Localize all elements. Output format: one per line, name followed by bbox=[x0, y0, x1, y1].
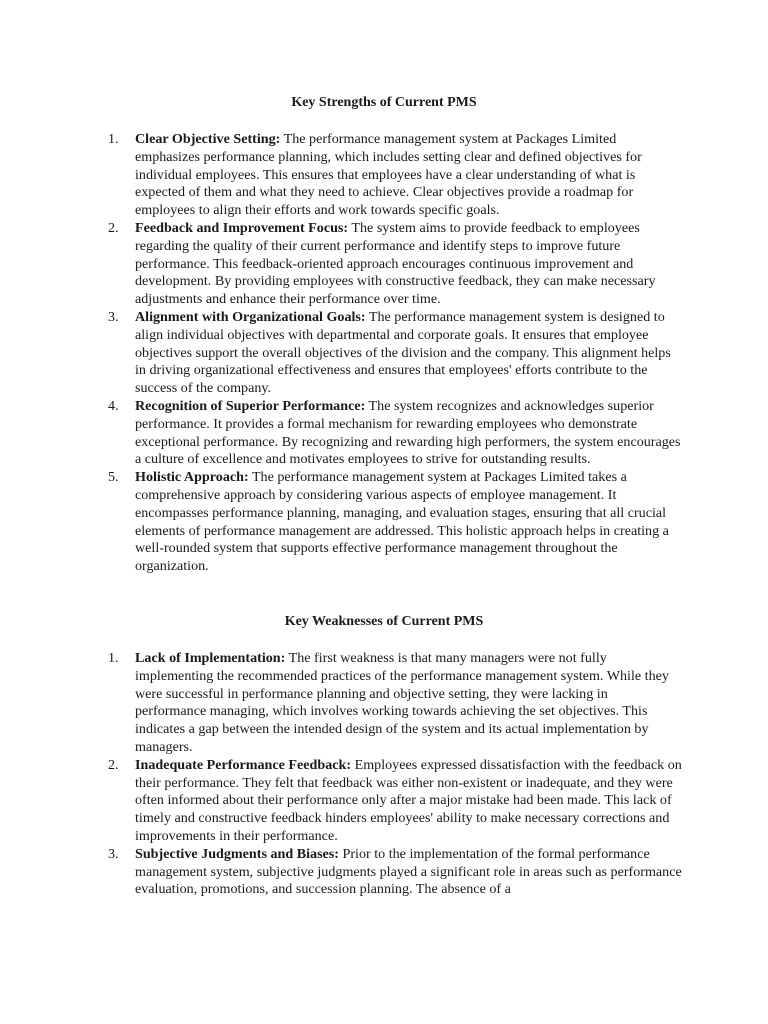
item-number: 2. bbox=[108, 756, 119, 773]
item-text: Prior to the implementation of the formal performance management system, subjective judgments played a significant role in areas such as performance evaluation, promotions, and succession planning. The absence of a bbox=[135, 845, 682, 898]
item-number: 3. bbox=[108, 845, 119, 862]
item-title: Feedback and Improvement Focus: bbox=[135, 219, 349, 236]
list-item bbox=[108, 469, 682, 576]
item-title: Inadequate Performance Feedback: bbox=[135, 756, 352, 773]
strengths-heading: Key Strengths of Current PMS bbox=[291, 95, 477, 110]
item-text: The system aims to provide feedback to employees regarding the quality of their current performance and identify steps to improve future performance. This feedback-oriented approach encourages continuous improvement and development. By providing employees with constructive feedback, they can make necessary adjustments and enhance their performance over time. bbox=[135, 219, 656, 308]
weaknesses-heading: Key Weaknesses of Current PMS bbox=[284, 614, 484, 629]
item-title: Holistic Approach: bbox=[135, 469, 249, 486]
list-item bbox=[108, 309, 682, 398]
list-item bbox=[108, 398, 682, 469]
item-text: The performance management system at Packages Limited takes a comprehensive approach by considering various aspects of employee management. It encompasses performance planning, managing, and evaluation stages, ensuring that all crucial elements of performance management are addressed. This holistic approach helps in creating a well-rounded system that supports effective performance management throughout the organization. bbox=[135, 469, 669, 575]
item-number: 2. bbox=[108, 219, 119, 236]
list-item bbox=[108, 846, 682, 899]
list-item bbox=[108, 757, 682, 846]
item-number: 1. bbox=[108, 131, 119, 147]
item-text: The system recognizes and acknowledges superior performance. It provides a formal mechanism for rewarding employees who demonstrate exceptional performance. By recognizing and rewarding high performers, the system encourages a culture of excellence and motivates employees to strive for outstanding results. bbox=[135, 397, 681, 468]
item-text: The performance management system is designed to align individual objectives with departmental and corporate goals. It ensures that employee objectives support the overall objectives of the division and the company. This alignment helps in driving organizational effectiveness and ensures that employees' efforts contribute to the success of the company. bbox=[135, 308, 671, 397]
item-title: Lack of Implementation: bbox=[135, 650, 286, 666]
item-number: 3. bbox=[108, 308, 119, 325]
item-text: Employees expressed dissatisfaction with the feedback on their performance. They felt that feedback was either non-existent or inadequate, and they were often informed about their performance only after a major mistake had been made. This lack of timely and constructive feedback hinders employees' ability to make necessary corrections and improvements in their performance. bbox=[135, 756, 682, 844]
item-title: Subjective Judgments and Biases: bbox=[135, 845, 339, 862]
item-title: Clear Objective Setting: bbox=[135, 131, 281, 147]
item-number: 1. bbox=[108, 650, 119, 666]
item-text: The first weakness is that many managers were not fully implementing the recommended practices of the performance management system. While they were successful in performance planning and objective setting, they were lacking in performance managing, which involves working towards achieving the set objectives. This indicates a gap between the intended design of the system and its actual implementation by managers. bbox=[135, 650, 669, 755]
list-item bbox=[108, 650, 682, 757]
item-title: Alignment with Organizational Goals: bbox=[135, 308, 366, 325]
item-title: Recognition of Superior Performance: bbox=[135, 397, 366, 414]
weaknesses-list bbox=[108, 650, 682, 899]
item-number: 5. bbox=[108, 469, 119, 486]
item-text: The performance management system at Packages Limited emphasizes performance planning, which includes setting clear and defined objectives for individual employees. This ensures that employees have a clear understanding of what is expected of them and what they need to achieve. Clear objectives provide a roadmap for employees to align their efforts and work towards specific goals. bbox=[135, 131, 642, 219]
item-number: 4. bbox=[108, 397, 119, 414]
strengths-list bbox=[108, 131, 682, 576]
list-item bbox=[108, 220, 682, 309]
list-item bbox=[108, 131, 682, 220]
